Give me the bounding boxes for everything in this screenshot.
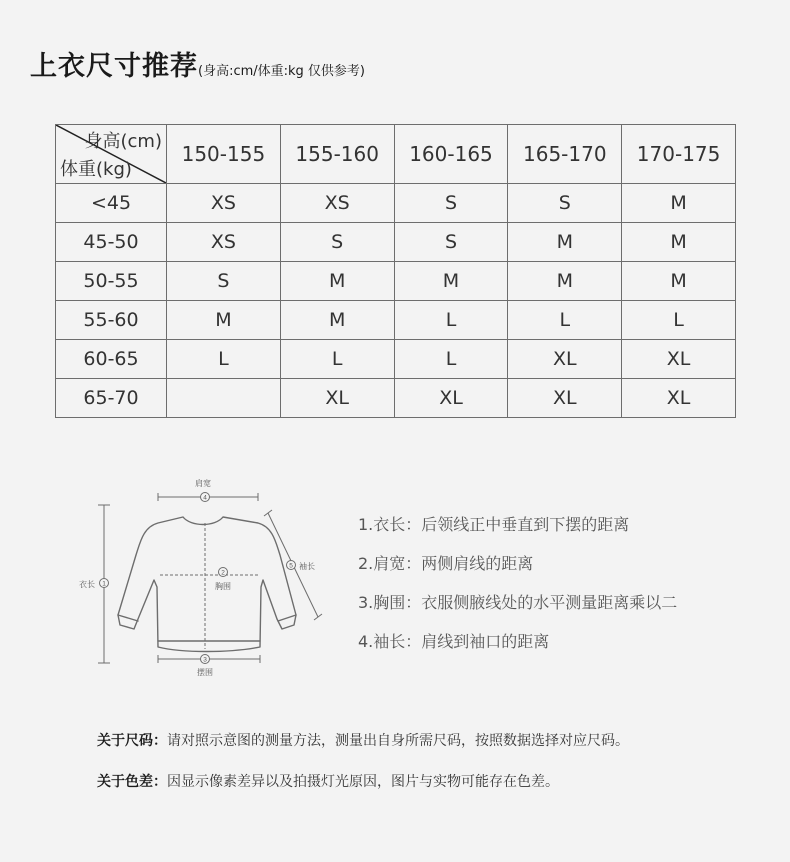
weight-cell: 50-55 [56,262,167,301]
size-note-label: 关于尺码： [97,733,167,749]
size-cell: XL [508,340,622,379]
title-main: 上衣尺寸推荐 [30,51,198,82]
size-note [97,730,629,750]
size-cell: M [622,262,736,301]
size-cell: M [622,184,736,223]
size-note-text: 请对照示意图的测量方法，测量出自身所需尺码，按照数据选择对应尺码。 [167,733,629,749]
size-cell: S [167,262,281,301]
size-cell: M [622,223,736,262]
corner-header-cell [56,125,167,184]
size-cell: XL [622,340,736,379]
height-col-header: 160-165 [394,125,508,184]
size-cell [167,379,281,418]
length-label: 衣长 [79,580,95,589]
measurement-diagram [80,475,340,685]
size-cell: L [508,301,622,340]
size-cell: S [394,223,508,262]
size-cell: XL [622,379,736,418]
size-table [55,124,736,418]
size-cell: S [280,223,394,262]
height-col-header: 150-155 [167,125,281,184]
hem-label: 摆围 [197,668,213,677]
size-cell: XS [280,184,394,223]
num-1: 1 [102,580,106,588]
height-header-label: 身高(cm) [84,131,162,152]
size-cell: XS [167,223,281,262]
color-note-text: 因显示像素差异以及拍摄灯光原因，图片与实物可能存在色差。 [167,774,559,790]
table-row [56,223,736,262]
table-row [56,262,736,301]
title-subtitle: (身高:cm/体重:kg 仅供参考) [198,64,366,79]
height-col-header: 165-170 [508,125,622,184]
page-title [30,44,365,83]
weight-cell: 65-70 [56,379,167,418]
height-col-header: 170-175 [622,125,736,184]
size-cell: M [394,262,508,301]
size-cell: XS [167,184,281,223]
shoulder-label: 肩宽 [195,479,211,488]
definition-item: 4.袖长：肩线到袖口的距离 [358,632,550,651]
size-cell: M [280,301,394,340]
definition-item: 1.衣长：后领线正中垂直到下摆的距离 [358,515,630,534]
num-4: 4 [203,494,207,502]
table-header-row [56,125,736,184]
height-col-header: 155-160 [280,125,394,184]
size-cell: L [167,340,281,379]
size-cell: XL [508,379,622,418]
size-cell: L [622,301,736,340]
weight-cell: 45-50 [56,223,167,262]
shirt-icon [80,475,340,685]
definition-item: 2.肩宽：两侧肩线的距离 [358,554,534,573]
num-2: 2 [221,569,225,577]
size-cell: L [394,340,508,379]
size-cell: M [280,262,394,301]
measurement-definitions [358,512,677,668]
size-cell: M [508,223,622,262]
num-5: 5 [289,562,293,570]
weight-cell: 55-60 [56,301,167,340]
chest-label: 胸围 [215,582,231,591]
table-row [56,379,736,418]
size-cell: S [508,184,622,223]
size-cell: M [167,301,281,340]
notes [97,730,629,812]
weight-cell: <45 [56,184,167,223]
size-cell: L [280,340,394,379]
num-3: 3 [203,656,207,664]
table-row [56,184,736,223]
size-cell: XL [394,379,508,418]
table-row [56,340,736,379]
size-cell: XL [280,379,394,418]
color-note [97,771,629,791]
weight-cell: 60-65 [56,340,167,379]
sleeve-label: 袖长 [299,562,315,571]
weight-header-label: 体重(kg) [60,159,132,180]
size-cell: M [508,262,622,301]
size-cell: L [394,301,508,340]
table-row [56,301,736,340]
size-cell: S [394,184,508,223]
color-note-label: 关于色差： [97,774,167,790]
definition-item: 3.胸围：衣服侧腋线处的水平测量距离乘以二 [358,593,678,612]
